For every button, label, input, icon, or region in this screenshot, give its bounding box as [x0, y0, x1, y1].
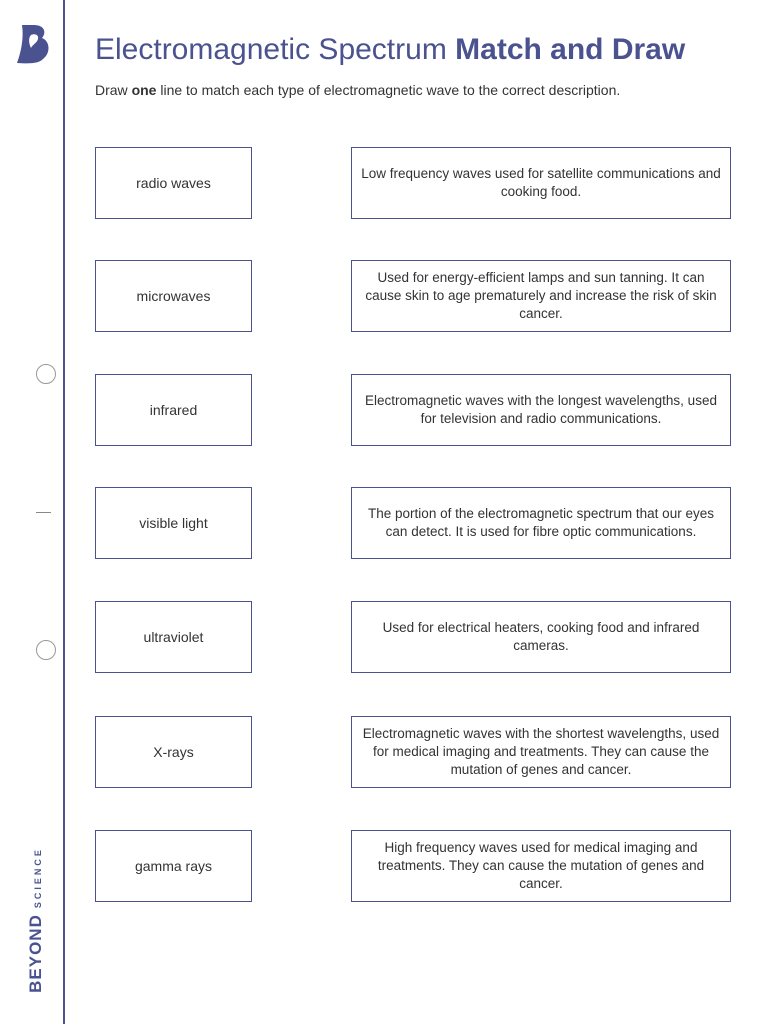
description-2[interactable] — [351, 260, 731, 332]
description-text: Low frequency waves used for satellite communications and cooking food. — [361, 166, 721, 199]
description-text: Electromagnetic waves with the shortest wavelengths, used for medical imaging and treatments. They can cause the mutation of genes and cancer. — [362, 726, 720, 777]
description-5[interactable] — [351, 601, 731, 673]
description-text: The portion of the electromagnetic spectrum that our eyes can detect. It is used for fibre optic communications. — [368, 506, 714, 539]
description-text: Used for energy-efficient lamps and sun tanning. It can cause skin to age prematurely and increase the risk of skin cancer. — [365, 270, 717, 321]
punch-hole-bottom — [36, 640, 56, 660]
term-label: ultraviolet — [143, 629, 204, 645]
brand-sub-text: SCIENCE — [33, 847, 43, 909]
description-6[interactable] — [351, 716, 731, 788]
instructions — [95, 82, 620, 98]
term-infrared[interactable] — [95, 374, 252, 446]
term-ultraviolet[interactable] — [95, 601, 252, 673]
brand-main-text: BEYOND — [26, 914, 45, 993]
brand-wordmark — [26, 847, 46, 993]
term-x-rays[interactable] — [95, 716, 252, 788]
page-margin-line — [63, 0, 65, 1024]
page-title — [95, 33, 685, 67]
instructions-emphasis: one — [131, 82, 157, 98]
description-3[interactable] — [351, 374, 731, 446]
term-label: radio waves — [136, 175, 211, 191]
term-label: infrared — [149, 402, 198, 418]
description-1[interactable] — [351, 147, 731, 219]
term-label: visible light — [139, 515, 208, 531]
title-regular: Electromagnetic Spectrum — [95, 33, 447, 66]
fold-mark — [36, 512, 51, 513]
term-label: X-rays — [153, 744, 194, 760]
description-4[interactable] — [351, 487, 731, 559]
term-radio-waves[interactable] — [95, 147, 252, 219]
term-visible-light[interactable] — [95, 487, 252, 559]
description-text: Used for electrical heaters, cooking food and infrared cameras. — [382, 620, 700, 653]
instructions-before: Draw — [95, 82, 128, 98]
term-microwaves[interactable] — [95, 260, 252, 332]
description-text: High frequency waves used for medical imaging and treatments. They can cause the mutation of genes and cancer. — [377, 840, 705, 891]
beyond-logo-icon — [14, 22, 52, 66]
description-7[interactable] — [351, 830, 731, 902]
instructions-after: line to match each type of electromagnetic wave to the correct description. — [160, 82, 621, 98]
term-gamma-rays[interactable] — [95, 830, 252, 902]
description-text: Electromagnetic waves with the longest wavelengths, used for television and radio communications. — [365, 393, 717, 426]
punch-hole-top — [36, 364, 56, 384]
term-label: microwaves — [136, 288, 211, 304]
title-bold: Match and Draw — [455, 33, 686, 66]
term-label: gamma rays — [134, 858, 213, 874]
